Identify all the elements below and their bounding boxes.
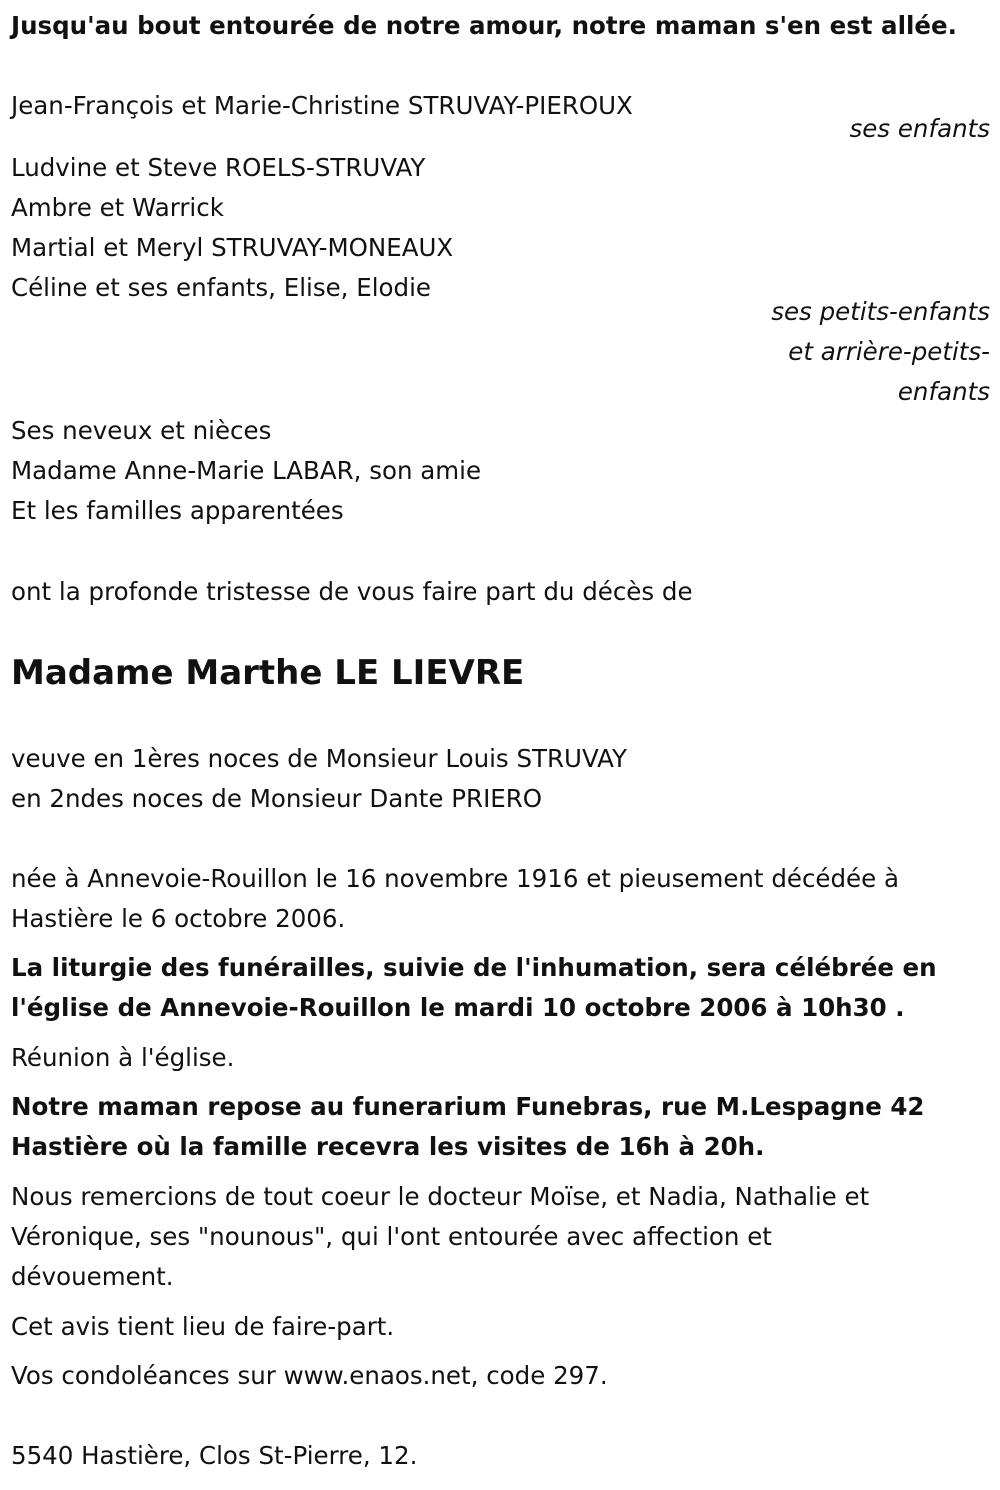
funeral-line: La liturgie des funérailles, suivie de l'inhumation, sera célébrée en [11, 953, 937, 982]
funeral-line: l'église de Annevoie-Rouillon le mardi 10 octobre 2006 à 10h30 . [11, 993, 905, 1022]
deceased-name: Madame Marthe LE LIEVRE [11, 653, 525, 693]
visitation-line: Notre maman repose au funerarium Funebras, rue M.Lespagne 42 [11, 1092, 925, 1121]
other-relative: Et les familles apparentées [11, 496, 344, 525]
thanks-line: dévouement. [11, 1262, 174, 1291]
grandchild-name: Ludvine et Steve ROELS-STRUVAY [11, 153, 426, 182]
announcement: ont la profonde tristesse de vous faire part du décès de [11, 577, 693, 606]
condolences: Vos condoléances sur www.enaos.net, code 297. [11, 1361, 608, 1390]
grandchildren-role: enfants [897, 377, 990, 406]
children-name: Jean-François et Marie-Christine STRUVAY-PIEROUX [11, 91, 633, 120]
children-role: ses enfants [849, 114, 990, 143]
grandchild-name: Martial et Meryl STRUVAY-MONEAUX [11, 233, 454, 262]
marriage-line: veuve en 1ères noces de Monsieur Louis STRUVAY [11, 744, 627, 773]
marriage-line: en 2ndes noces de Monsieur Dante PRIERO [11, 784, 543, 813]
thanks-line: Véronique, ses "nounous", qui l'ont entourée avec affection et [11, 1222, 772, 1251]
grandchildren-role: et arrière-petits- [788, 337, 990, 366]
meeting: Réunion à l'église. [11, 1043, 235, 1072]
visitation-line: Hastière où la famille recevra les visites de 16h à 20h. [11, 1132, 765, 1161]
grandchildren-role: ses petits-enfants [771, 297, 990, 326]
birth-death-line: Hastière le 6 octobre 2006. [11, 904, 346, 933]
notice: Cet avis tient lieu de faire-part. [11, 1312, 395, 1341]
headline: Jusqu'au bout entourée de notre amour, notre maman s'en est allée. [11, 11, 957, 40]
address: 5540 Hastière, Clos St-Pierre, 12. [11, 1441, 418, 1470]
birth-death-line: née à Annevoie-Rouillon le 16 novembre 1916 et pieusement décédée à [11, 864, 899, 893]
thanks-line: Nous remercions de tout coeur le docteur Moïse, et Nadia, Nathalie et [11, 1182, 870, 1211]
grandchild-name: Céline et ses enfants, Elise, Elodie [11, 273, 431, 302]
other-relative: Ses neveux et nièces [11, 416, 272, 445]
other-relative: Madame Anne-Marie LABAR, son amie [11, 456, 482, 485]
grandchild-name: Ambre et Warrick [11, 193, 224, 222]
